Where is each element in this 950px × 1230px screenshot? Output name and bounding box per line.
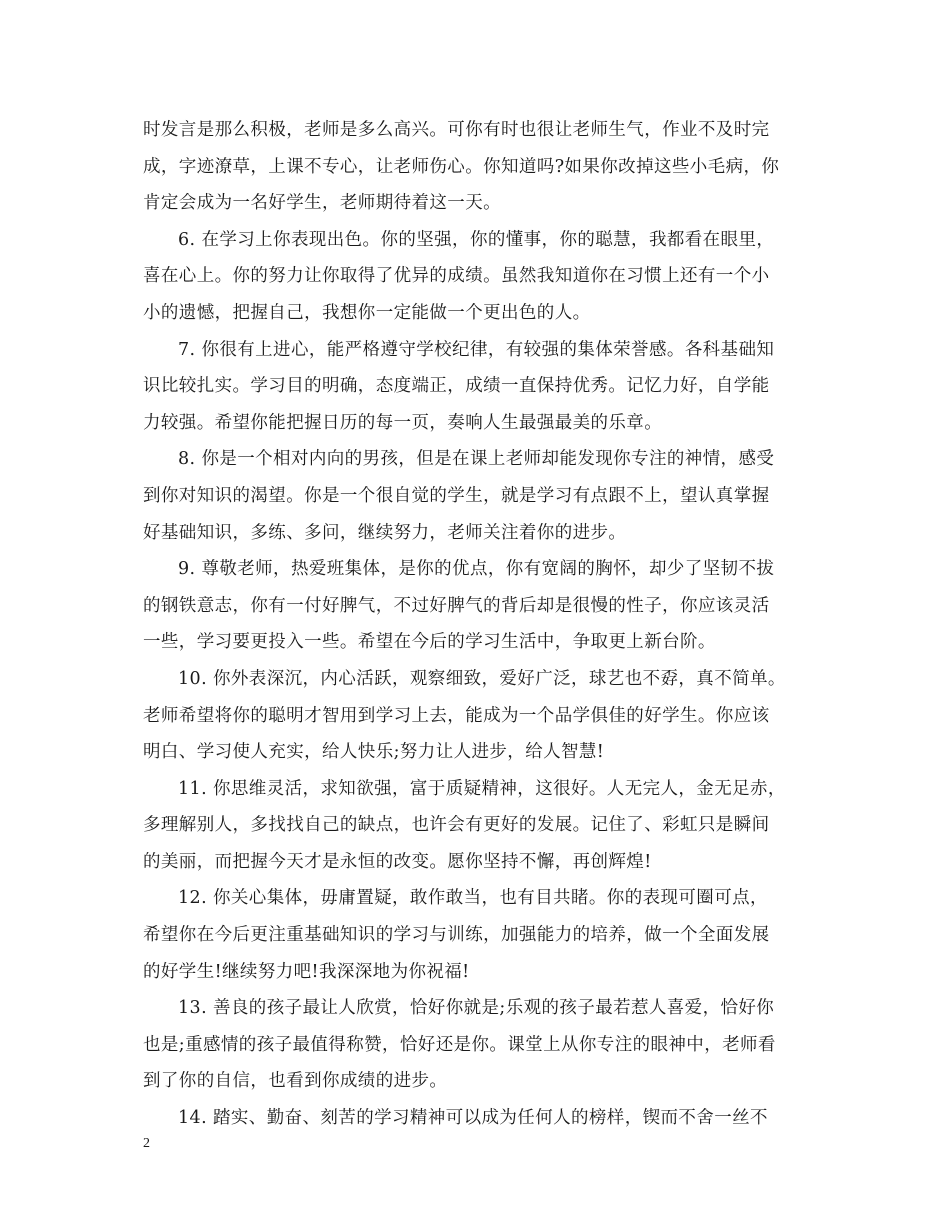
text-line: 9. 尊敬老师，热爱班集体，是你的优点，你有宽阔的胸怀，却少了坚韧不拔 <box>178 559 775 580</box>
text-line: 的钢铁意志，你有一付好脾气，不过好脾气的背后却是很慢的性子，你应该灵活 <box>143 595 770 616</box>
text-line: 识比较扎实。学习目的明确，态度端正，成绩一直保持优秀。记忆力好，自学能 <box>143 376 770 397</box>
text-line: 也是;重感情的孩子最值得称赞，恰好还是你。课堂上从你专注的眼神中，老师看 <box>143 1034 776 1055</box>
text-line: 到了你的自信，也看到你成绩的进步。 <box>143 1071 448 1092</box>
text-line: 到你对知识的渴望。你是一个很自觉的学生，就是学习有点跟不上，望认真掌握 <box>143 485 770 506</box>
text-line: 老师希望将你的聪明才智用到学习上去，能成为一个品学俱佳的好学生。你应该 <box>143 705 770 726</box>
text-line: 力较强。希望你能把握日历的每一页，奏响人生最强最美的乐章。 <box>143 412 663 433</box>
text-line: 小的遗憾，把握自己，我想你一定能做一个更出色的人。 <box>143 302 591 323</box>
text-line: 多理解别人，多找找自己的缺点，也许会有更好的发展。记住了、彩虹只是瞬间 <box>143 815 770 836</box>
text-line: 好基础知识，多练、多问，继续努力，老师关注着你的进步。 <box>143 522 627 543</box>
text-line: 肯定会成为一名好学生，老师期待着这一天。 <box>143 193 501 214</box>
text-line: 喜在心上。你的努力让你取得了优异的成绩。虽然我知道你在习惯上还有一个小 <box>143 266 770 287</box>
text-line: 13. 善良的孩子最让人欣赏，恰好你就是;乐观的孩子最若惹人喜爱，恰好你 <box>178 998 775 1019</box>
text-line: 的美丽，而把握今天才是永恒的改变。愿你坚持不懈，再创辉煌! <box>143 851 652 872</box>
text-line: 14. 踏实、勤奋、刻苦的学习精神可以成为任何人的榜样，锲而不舍一丝不 <box>178 1108 768 1129</box>
text-line: 6. 在学习上你表现出色。你的坚强，你的懂事，你的聪慧，我都看在眼里， <box>178 229 775 250</box>
text-line: 一些，学习要更投入一些。希望在今后的学习生活中，争取更上新台阶。 <box>143 632 716 653</box>
document-body <box>143 112 823 1137</box>
text-line: 7. 你很有上进心，能严格遵守学校纪律，有较强的集体荣誉感。各科基础知 <box>178 339 775 360</box>
text-line: 8. 你是一个相对内向的男孩，但是在课上老师却能发现你专注的神情，感受 <box>178 449 775 470</box>
text-line: 10. 你外表深沉，内心活跃，观察细致，爱好广泛，球艺也不孬，真不简单。 <box>178 668 786 689</box>
text-line: 时发言是那么积极，老师是多么高兴。可你有时也很让老师生气，作业不及时完 <box>143 120 770 140</box>
text-line: 希望你在今后更注重基础知识的学习与训练，加强能力的培养，做一个全面发展 <box>143 925 770 946</box>
text-line: 12. 你关心集体，毋庸置疑，敢作敢当，也有目共睹。你的表现可圈可点， <box>178 888 768 909</box>
text-line: 11. 你思维灵活，求知欲强，富于质疑精神，这很好。人无完人，金无足赤， <box>178 778 786 799</box>
page-number: 2 <box>143 1136 150 1151</box>
text-line: 成，字迹潦草，上课不专心，让老师伤心。你知道吗?如果你改掉这些小毛病，你 <box>143 156 780 177</box>
text-line: 的好学生!继续努力吧!我深深地为你祝福! <box>143 961 470 982</box>
text-line: 明白、学习使人充实，给人快乐;努力让人进步，给人智慧! <box>143 742 605 763</box>
